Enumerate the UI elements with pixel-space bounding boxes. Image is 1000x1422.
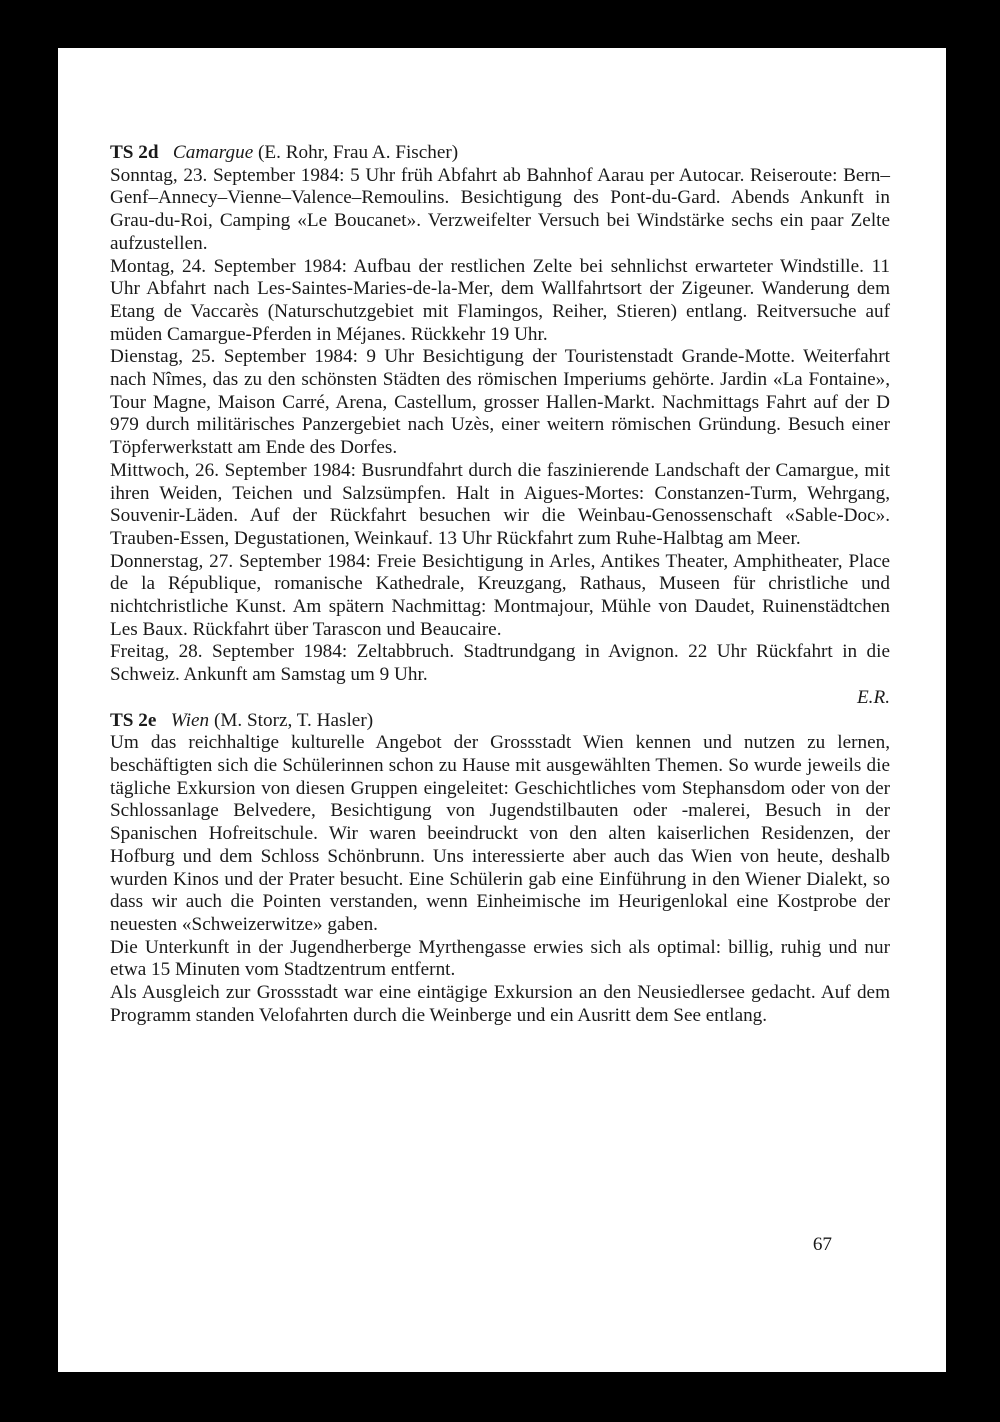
paragraph-dienstag: Dienstag, 25. September 1984: 9 Uhr Besichtigung der Touristenstadt Grande-Motte. Weiterfahrt nach Nîmes, das zu den schönsten Städten des römischen Imperiums gehörte. Jardin «La Fontaine», Tour Magne, Maison Carré, Arena, Castellum, grosser Hallen-Markt. Nachmittags Fahrt auf der D 979 durch militärisches Panzergebiet nach Uzès, einer weitern römischen Gründung. Besuch einer Töpferwerkstatt am Ende des Dorfes. [110, 346, 890, 459]
section-place: Wien [170, 709, 210, 731]
section-code: TS 2e [110, 709, 157, 731]
paragraph-wien-unterkunft: Die Unterkunft in der Jugendherberge Myrthengasse erwies sich als optimal: billig, ruhig und nur etwa 15 Minuten vom Stadtzentrum entfernt. [110, 936, 890, 981]
paragraph-sonntag: Sonntag, 23. September 1984: 5 Uhr früh Abfahrt ab Bahnhof Aarau per Autocar. Reiseroute: Bern–Genf–Annecy–Vienne–Valence–Remoulins. Besichtigung des Pont-du-Gard. Abends Ankunft in Grau-du-Roi, Camping «Le Boucanet». Verzweifelter Versuch bei Windstärke sechs ein paar Zelte aufzustellen. [110, 164, 890, 254]
section-heading-camargue [110, 142, 890, 165]
section-heading-wien [110, 710, 890, 733]
paragraph-wien-ausgleich: Als Ausgleich zur Grossstadt war eine eintägige Exkursion an den Neusiedlersee gedacht. Auf dem Programm standen Velofahrten durch die Weinberge und ein Ausritt dem See entlang. [110, 982, 890, 1026]
page-number: 67 [812, 1234, 832, 1255]
paragraph-mittwoch: Mittwoch, 26. September 1984: Busrundfahrt durch die faszinierende Landschaft der Camargue, mit ihren Weiden, Teichen und Salzsümpfen. Halt in Aigues-Mortes: Constanzen-Turm, Wehrgang, Souvenir-Läden. Auf der Rückfahrt besuchen wir die Weinbau-Genossenschaft «Sable-Doc». Trauben-Essen, Degustationen, Weinkauf. 13 Uhr Rückfahrt zum Ruhe-Halbtag am Meer. [110, 459, 890, 549]
paragraph-montag: Montag, 24. September 1984: Aufbau der restlichen Zelte bei sehnlichst erwarteter Windstille. 11 Uhr Abfahrt nach Les-Saintes-Maries-de-la-Mer, dem Wallfahrtsort der Zigeuner. Wanderung dem Etang de Vaccarès (Naturschutzgebiet mit Flamingos, Reiher, Stieren) entlang. Reitversuche auf müden Camargue-Pferden in Méjanes. Rückkehr 19 Uhr. [110, 255, 890, 345]
section-leaders: (M. Storz, T. Hasler) [213, 709, 374, 731]
paragraph-donnerstag: Donnerstag, 27. September 1984: Freie Besichtigung in Arles, Antikes Theater, Amphitheater, Place de la République, romanische Kathedrale, Kreuzgang, Rathaus, Museen für christliche und nichtchristliche Kunst. Am spätern Nachmittag: Montmajour, Mühle von Daudet, Ruinenstädtchen Les Baux. Rückfahrt über Tarascon und Beaucaire. [110, 550, 890, 640]
section-code: TS 2d [110, 142, 159, 163]
section-place: Camargue [172, 142, 254, 163]
section-leaders: (E. Rohr, Frau A. Fischer) [258, 142, 459, 163]
paragraph-freitag: Freitag, 28. September 1984: Zeltabbruch. Stadtrundgang in Avignon. 22 Uhr Rückfahrt in die Schweiz. Ankunft am Samstag um 9 Uhr. [110, 641, 890, 686]
document-page [58, 48, 946, 1372]
paragraph-wien-intro: Um das reichhaltige kulturelle Angebot der Grossstadt Wien kennen und nutzen zu lernen, beschäftigten sich die Schülerinnen schon zu Hause mit ausgewählten Themen. So wurde jeweils die tägliche Exkursion von diesen Gruppen eingeleitet: Geschichtliches vom Stephansdom oder von der Schlossanlage Belvedere, Besichtigung von Jugendstilbauten oder -malerei, Besuch in der Spanischen Hofreitschule. Wir waren beeindruckt von den alten kaiserlichen Residenzen, der Hofburg und dem Schloss Schönbrunn. Uns interessierte aber auch das Wien von heute, deshalb wurden Kinos und der Prater besucht. Eine Schülerin gab eine Einführung in den Wiener Dialekt, so dass wir auch die Pointen verstanden, wenn Einheimische im Heurigenlokal eine Kostprobe der neuesten «Schweizerwitze» gaben. [110, 732, 890, 935]
page-content [110, 142, 890, 1027]
signature: E.R. [856, 686, 890, 708]
